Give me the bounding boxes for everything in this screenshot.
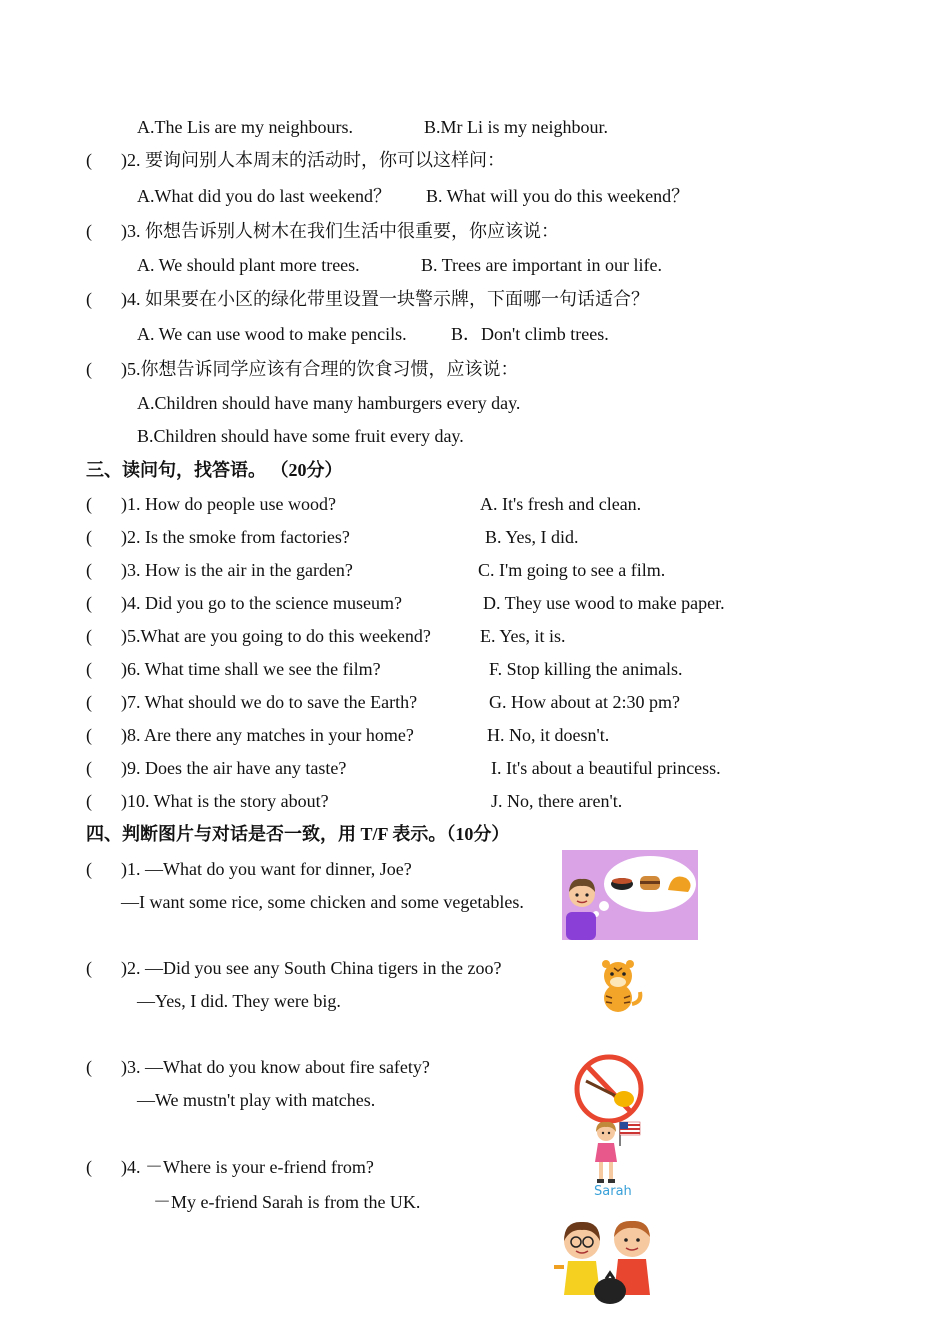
no-matches-icon <box>572 1053 646 1125</box>
option-b: B．Don't climb trees. <box>451 324 609 344</box>
dialogue-line: —We mustn't play with matches. <box>137 1090 376 1110</box>
option-b: B. What will you do this weekend？ <box>426 186 690 206</box>
option-b: B. Trees are important in our life. <box>421 255 662 275</box>
match-answer: E. Yes, it is. <box>480 626 566 646</box>
answer-bracket: ( <box>86 958 92 978</box>
answer-bracket: ( <box>86 725 92 745</box>
answer-bracket: ( <box>86 791 92 811</box>
match-answer: B. Yes, I did. <box>485 527 579 547</box>
girl-with-flag-icon <box>586 1116 646 1186</box>
question-stem: )4. 如果要在小区的绿化带里设置一块警示牌，下面哪一句话适合？ <box>121 289 649 309</box>
match-question: )7. What should we do to save the Earth? <box>121 692 418 712</box>
match-question: )6. What time shall we see the film? <box>121 659 381 679</box>
q1-option-a: A.The Lis are my neighbours. <box>137 117 353 137</box>
dialogue-line: )1. —What do you want for dinner, Joe? <box>121 859 412 879</box>
tiger-picture <box>594 958 644 1014</box>
dialogue-line: )4. －Where is your e-friend from? <box>121 1157 374 1177</box>
answer-bracket: ( <box>86 859 92 879</box>
option-a: A. We should plant more trees. <box>137 255 360 275</box>
dialogue-line: —Yes, I did. They were big. <box>137 991 341 1011</box>
option-a: A.What did you do last weekend？ <box>137 186 391 206</box>
match-question: )1. How do people use wood? <box>121 494 336 514</box>
match-answer: F. Stop killing the animals. <box>489 659 683 679</box>
answer-bracket: ( <box>86 150 92 170</box>
answer-bracket: ( <box>86 289 92 309</box>
match-question: )5.What are you going to do this weekend? <box>121 626 431 646</box>
match-answer: I. It's about a beautiful princess. <box>491 758 721 778</box>
match-question: )4. Did you go to the science museum? <box>121 593 402 613</box>
answer-bracket: ( <box>86 560 92 580</box>
match-question: )3. How is the air in the garden? <box>121 560 353 580</box>
dialogue-line: )3. —What do you know about fire safety? <box>121 1057 430 1077</box>
answer-bracket: ( <box>86 626 92 646</box>
section-heading-4: 四、判断图片与对话是否一致，用 T/F 表示。（10分） <box>86 824 510 844</box>
match-answer: C. I'm going to see a film. <box>478 560 666 580</box>
match-answer: D. They use wood to make paper. <box>483 593 725 613</box>
answer-bracket: ( <box>86 1057 92 1077</box>
dialogue-line: —I want some rice, some chicken and some vegetables. <box>121 892 524 912</box>
q1-option-b: B.Mr Li is my neighbour. <box>424 117 608 137</box>
question-stem: )3. 你想告诉别人树木在我们生活中很重要，你应该说： <box>121 221 559 241</box>
option-a: A. We can use wood to make pencils. <box>137 324 407 344</box>
match-answer: G. How about at 2:30 pm? <box>489 692 680 712</box>
sarah-picture <box>586 1116 646 1202</box>
kids-litter-picture <box>552 1215 664 1307</box>
option-b: B.Children should have some fruit every day. <box>137 426 464 446</box>
no-matches-picture <box>572 1053 646 1125</box>
answer-bracket: ( <box>86 494 92 514</box>
option-a: A.Children should have many hamburgers every day. <box>137 393 521 413</box>
boy-thinking-food-icon <box>562 850 698 940</box>
section-heading-3: 三、读问句，找答语。 （20分） <box>86 460 343 480</box>
answer-bracket: ( <box>86 758 92 778</box>
answer-bracket: ( <box>86 659 92 679</box>
answer-bracket: ( <box>86 359 92 379</box>
match-question: )10. What is the story about? <box>121 791 329 811</box>
kids-picking-litter-icon <box>552 1215 664 1307</box>
dialogue-line: －My e-friend Sarah is from the UK. <box>153 1192 421 1212</box>
match-question: )9. Does the air have any taste? <box>121 758 347 778</box>
answer-bracket: ( <box>86 692 92 712</box>
question-stem: )2. 要询问别人本周末的活动时，你可以这样问： <box>121 150 505 170</box>
question-stem: )5.你想告诉同学应该有合理的饮食习惯，应该说： <box>121 359 519 379</box>
sarah-caption: Sarah <box>594 1184 632 1199</box>
tiger-icon <box>594 958 644 1014</box>
answer-bracket: ( <box>86 527 92 547</box>
match-answer: A. It's fresh and clean. <box>480 494 642 514</box>
answer-bracket: ( <box>86 221 92 241</box>
match-question: )8. Are there any matches in your home? <box>121 725 414 745</box>
match-answer: H. No, it doesn't. <box>487 725 610 745</box>
answer-bracket: ( <box>86 1157 92 1177</box>
match-question: )2. Is the smoke from factories? <box>121 527 350 547</box>
dialogue-line: )2. —Did you see any South China tigers in the zoo? <box>121 958 502 978</box>
dinner-picture <box>562 850 698 940</box>
match-answer: J. No, there aren't. <box>491 791 623 811</box>
answer-bracket: ( <box>86 593 92 613</box>
